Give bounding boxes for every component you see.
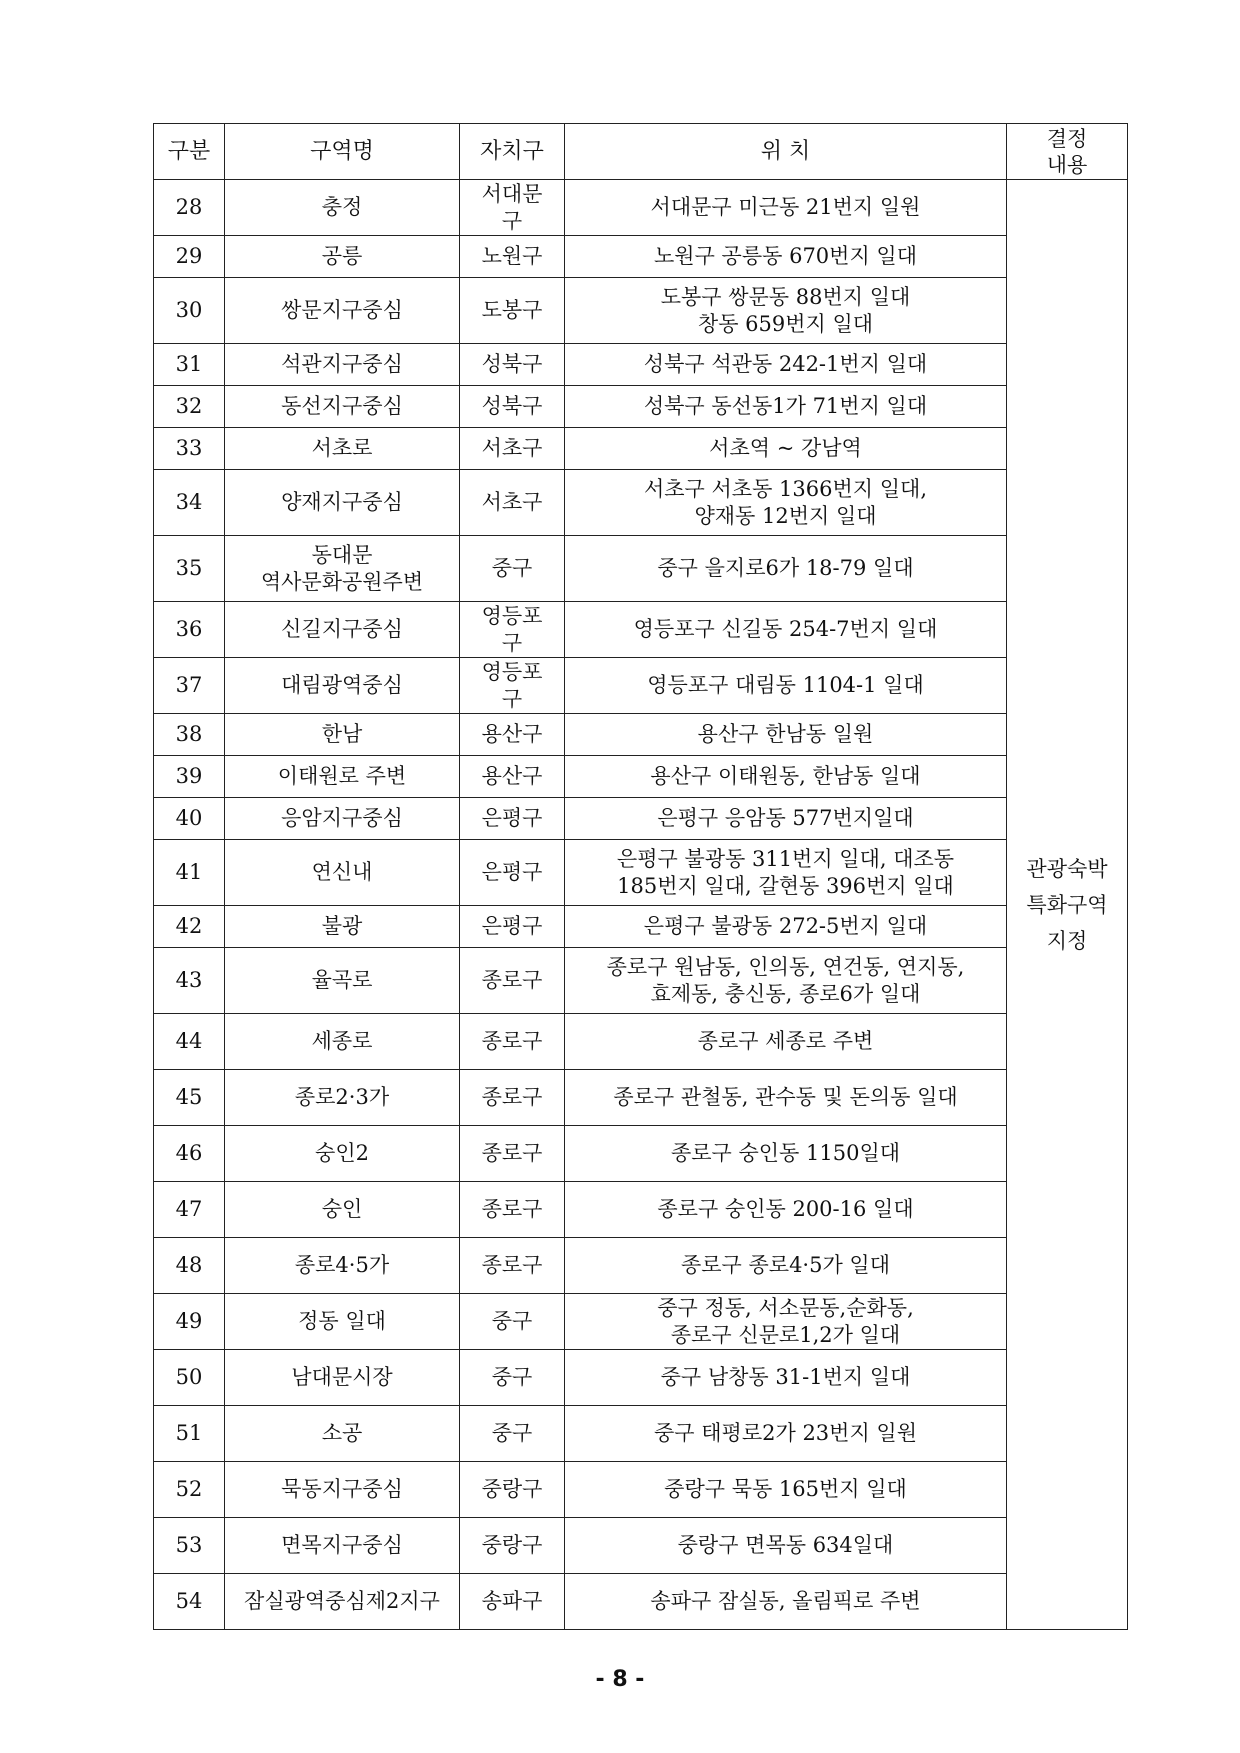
district-gu: 성북구 <box>460 344 565 386</box>
district-name: 이태원로 주변 <box>225 756 460 798</box>
district-location: 노원구 공릉동 670번지 일대 <box>565 236 1007 278</box>
header-name: 구역명 <box>225 124 460 180</box>
row-number: 41 <box>154 840 225 906</box>
district-gu: 종로구 <box>460 1070 565 1126</box>
district-gu: 종로구 <box>460 1126 565 1182</box>
table-row <box>154 602 1128 658</box>
header-no: 구분 <box>154 124 225 180</box>
row-number: 49 <box>154 1294 225 1350</box>
district-gu: 용산구 <box>460 756 565 798</box>
table-row <box>154 798 1128 840</box>
row-number: 45 <box>154 1070 225 1126</box>
district-location: 영등포구 대림동 1104-1 일대 <box>565 658 1007 714</box>
district-location: 종로구 원남동, 인의동, 연건동, 연지동, 효제동, 충신동, 종로6가 일대 <box>565 948 1007 1014</box>
row-number: 33 <box>154 428 225 470</box>
district-name: 남대문시장 <box>225 1350 460 1406</box>
district-location: 영등포구 신길동 254-7번지 일대 <box>565 602 1007 658</box>
district-location: 용산구 한남동 일원 <box>565 714 1007 756</box>
district-table <box>153 123 1128 1630</box>
district-location: 서대문구 미근동 21번지 일원 <box>565 180 1007 236</box>
district-gu: 종로구 <box>460 1238 565 1294</box>
district-gu: 송파구 <box>460 1574 565 1630</box>
district-location: 은평구 불광동 272-5번지 일대 <box>565 906 1007 948</box>
row-number: 43 <box>154 948 225 1014</box>
table-row <box>154 1462 1128 1518</box>
page-number: - 8 - <box>595 1667 645 1692</box>
row-number: 30 <box>154 278 225 344</box>
district-gu: 중랑구 <box>460 1462 565 1518</box>
district-name: 묵동지구중심 <box>225 1462 460 1518</box>
district-gu: 용산구 <box>460 714 565 756</box>
row-number: 42 <box>154 906 225 948</box>
district-name: 동선지구중심 <box>225 386 460 428</box>
table-row <box>154 1406 1128 1462</box>
district-name: 신길지구중심 <box>225 602 460 658</box>
district-name: 면목지구중심 <box>225 1518 460 1574</box>
table-row <box>154 1574 1128 1630</box>
row-number: 28 <box>154 180 225 236</box>
district-location: 중구 남창동 31-1번지 일대 <box>565 1350 1007 1406</box>
header-row <box>154 124 1128 180</box>
district-name: 연신내 <box>225 840 460 906</box>
row-number: 52 <box>154 1462 225 1518</box>
district-location: 중랑구 묵동 165번지 일대 <box>565 1462 1007 1518</box>
table-row <box>154 714 1128 756</box>
district-location: 성북구 동선동1가 71번지 일대 <box>565 386 1007 428</box>
row-number: 34 <box>154 470 225 536</box>
row-number: 29 <box>154 236 225 278</box>
district-gu: 성북구 <box>460 386 565 428</box>
district-gu: 영등포 구 <box>460 602 565 658</box>
district-gu: 은평구 <box>460 906 565 948</box>
district-gu: 중구 <box>460 1294 565 1350</box>
row-number: 35 <box>154 536 225 602</box>
district-location: 도봉구 쌍문동 88번지 일대 창동 659번지 일대 <box>565 278 1007 344</box>
district-location: 중구 정동, 서소문동,순화동, 종로구 신문로1,2가 일대 <box>565 1294 1007 1350</box>
district-gu: 은평구 <box>460 798 565 840</box>
row-number: 40 <box>154 798 225 840</box>
district-name: 종로2·3가 <box>225 1070 460 1126</box>
decision-cell: 관광숙박 특화구역 지정 <box>1007 180 1128 1630</box>
district-gu: 서초구 <box>460 470 565 536</box>
table-row <box>154 1014 1128 1070</box>
header-gu: 자치구 <box>460 124 565 180</box>
district-gu: 서초구 <box>460 428 565 470</box>
district-name: 소공 <box>225 1406 460 1462</box>
district-location: 중랑구 면목동 634일대 <box>565 1518 1007 1574</box>
row-number: 54 <box>154 1574 225 1630</box>
district-location: 중구 태평로2가 23번지 일원 <box>565 1406 1007 1462</box>
row-number: 38 <box>154 714 225 756</box>
table-row <box>154 1350 1128 1406</box>
district-gu: 중랑구 <box>460 1518 565 1574</box>
table-row <box>154 1294 1128 1350</box>
table-row <box>154 840 1128 906</box>
district-location: 종로구 숭인동 200-16 일대 <box>565 1182 1007 1238</box>
table-row <box>154 1518 1128 1574</box>
district-name: 한남 <box>225 714 460 756</box>
row-number: 50 <box>154 1350 225 1406</box>
table-row <box>154 1126 1128 1182</box>
district-name: 석관지구중심 <box>225 344 460 386</box>
district-location: 용산구 이태원동, 한남동 일대 <box>565 756 1007 798</box>
district-name: 숭인 <box>225 1182 460 1238</box>
district-name: 잠실광역중심제2지구 <box>225 1574 460 1630</box>
district-name: 숭인2 <box>225 1126 460 1182</box>
district-gu: 중구 <box>460 1406 565 1462</box>
district-name: 율곡로 <box>225 948 460 1014</box>
row-number: 48 <box>154 1238 225 1294</box>
district-gu: 은평구 <box>460 840 565 906</box>
district-name: 공릉 <box>225 236 460 278</box>
district-location: 서초역 ~ 강남역 <box>565 428 1007 470</box>
table-row <box>154 1182 1128 1238</box>
district-name: 불광 <box>225 906 460 948</box>
table-row <box>154 1070 1128 1126</box>
row-number: 36 <box>154 602 225 658</box>
table-row <box>154 756 1128 798</box>
district-name: 동대문 역사문화공원주변 <box>225 536 460 602</box>
district-location: 서초구 서초동 1366번지 일대, 양재동 12번지 일대 <box>565 470 1007 536</box>
header-decision: 결정 내용 <box>1007 124 1128 180</box>
district-gu: 종로구 <box>460 1182 565 1238</box>
district-location: 종로구 세종로 주변 <box>565 1014 1007 1070</box>
district-gu: 종로구 <box>460 1014 565 1070</box>
row-number: 51 <box>154 1406 225 1462</box>
district-name: 정동 일대 <box>225 1294 460 1350</box>
row-number: 39 <box>154 756 225 798</box>
table-row <box>154 536 1128 602</box>
district-name: 종로4·5가 <box>225 1238 460 1294</box>
header-location: 위 치 <box>565 124 1007 180</box>
table-row <box>154 428 1128 470</box>
district-name: 쌍문지구중심 <box>225 278 460 344</box>
row-number: 31 <box>154 344 225 386</box>
district-name: 대림광역중심 <box>225 658 460 714</box>
table-row <box>154 344 1128 386</box>
table-row <box>154 278 1128 344</box>
district-name: 응암지구중심 <box>225 798 460 840</box>
district-gu: 노원구 <box>460 236 565 278</box>
row-number: 37 <box>154 658 225 714</box>
row-number: 47 <box>154 1182 225 1238</box>
table-row <box>154 658 1128 714</box>
district-location: 종로구 숭인동 1150일대 <box>565 1126 1007 1182</box>
district-name: 서초로 <box>225 428 460 470</box>
district-location: 중구 을지로6가 18-79 일대 <box>565 536 1007 602</box>
district-location: 종로구 종로4·5가 일대 <box>565 1238 1007 1294</box>
table-row <box>154 180 1128 236</box>
table-row <box>154 906 1128 948</box>
table-row <box>154 386 1128 428</box>
table-body <box>154 180 1128 1630</box>
row-number: 53 <box>154 1518 225 1574</box>
district-location: 은평구 응암동 577번지일대 <box>565 798 1007 840</box>
district-name: 충정 <box>225 180 460 236</box>
district-location: 은평구 불광동 311번지 일대, 대조동 185번지 일대, 갈현동 396번지 일대 <box>565 840 1007 906</box>
district-location: 종로구 관철동, 관수동 및 돈의동 일대 <box>565 1070 1007 1126</box>
row-number: 46 <box>154 1126 225 1182</box>
district-location: 송파구 잠실동, 올림픽로 주변 <box>565 1574 1007 1630</box>
district-gu: 중구 <box>460 536 565 602</box>
district-name: 세종로 <box>225 1014 460 1070</box>
district-gu: 영등포 구 <box>460 658 565 714</box>
district-gu: 중구 <box>460 1350 565 1406</box>
row-number: 44 <box>154 1014 225 1070</box>
district-name: 양재지구중심 <box>225 470 460 536</box>
table-row <box>154 948 1128 1014</box>
district-location: 성북구 석관동 242-1번지 일대 <box>565 344 1007 386</box>
district-gu: 도봉구 <box>460 278 565 344</box>
table-row <box>154 236 1128 278</box>
table-row <box>154 470 1128 536</box>
table-row <box>154 1238 1128 1294</box>
district-gu: 서대문 구 <box>460 180 565 236</box>
row-number: 32 <box>154 386 225 428</box>
district-gu: 종로구 <box>460 948 565 1014</box>
